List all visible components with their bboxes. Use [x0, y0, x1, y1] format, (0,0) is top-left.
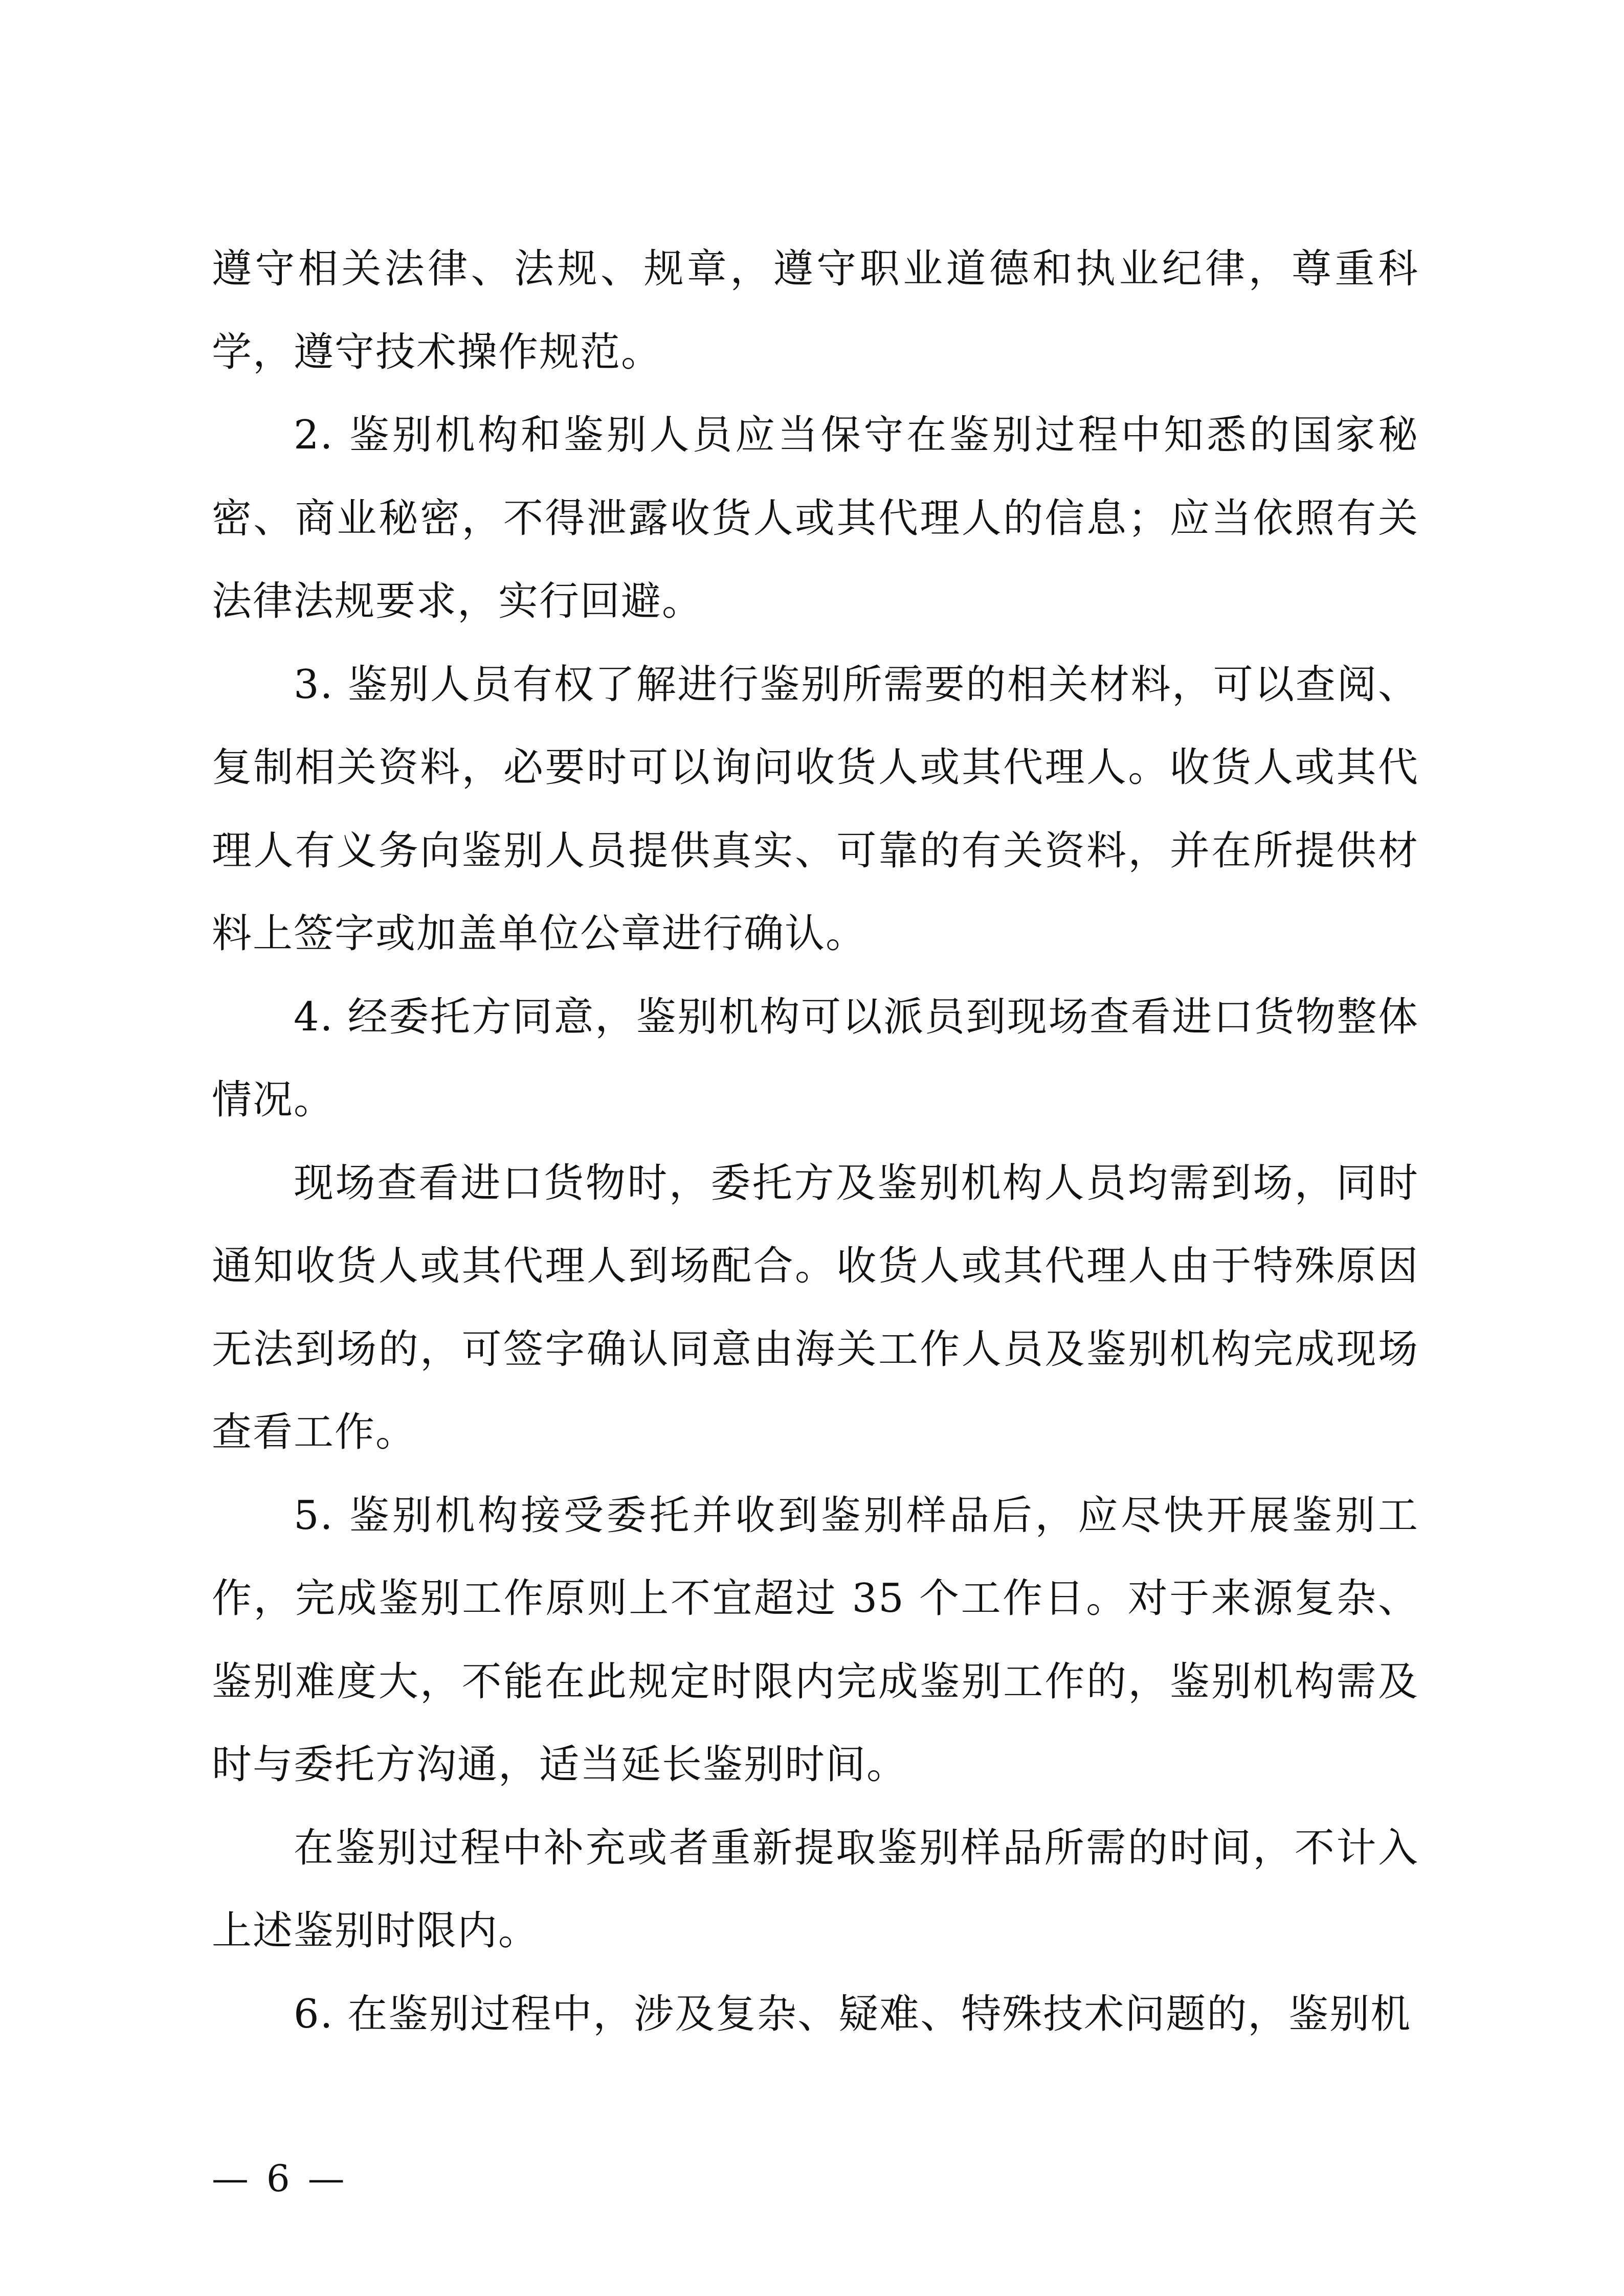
- paragraph-4: 4. 经委托方同意，鉴别机构可以派员到现场查看进口货物整体情况。: [212, 994, 1419, 1123]
- paragraph-8: 6. 在鉴别过程中，涉及复杂、疑难、特殊技术问题的，鉴别机: [294, 1991, 1412, 2037]
- paragraph-3: 3. 鉴别人员有权了解进行鉴别所需要的相关材料，可以查阅、复制相关资料，必要时可以询问收货人或其代理人。收货人或其代理人有义务向鉴别人员提供真实、可靠的有关资料，并在所提供材料上签字或加盖单位公章进行确认。: [212, 661, 1419, 957]
- paragraph-6: 5. 鉴别机构接受委托并收到鉴别样品后，应尽快开展鉴别工作，完成鉴别工作原则上不宜超过 35 个工作日。对于来源复杂、鉴别难度大，不能在此规定时限内完成鉴别工作的，鉴别机构需及时与委托方沟通，适当延长鉴别时间。: [212, 1492, 1419, 1788]
- page-number: — 6 —: [212, 2157, 348, 2200]
- paragraph-1: 遵守相关法律、法规、规章，遵守职业道德和执业纪律，尊重科学，遵守技术操作规范。: [212, 246, 1419, 375]
- paragraph-7: 在鉴别过程中补充或者重新提取鉴别样品所需的时间，不计入上述鉴别时限内。: [212, 1825, 1419, 1954]
- paragraph-5: 现场查看进口货物时，委托方及鉴别机构人员均需到场，同时通知收货人或其代理人到场配合。收货人或其代理人由于特殊原因无法到场的，可签字确认同意由海关工作人员及鉴别机构完成现场查看工作。: [212, 1160, 1419, 1455]
- paragraph-2: 2. 鉴别机构和鉴别人员应当保守在鉴别过程中知悉的国家秘密、商业秘密，不得泄露收货人或其代理人的信息；应当依照有关法律法规要求，实行回避。: [212, 412, 1419, 624]
- document-body: [212, 228, 1419, 2056]
